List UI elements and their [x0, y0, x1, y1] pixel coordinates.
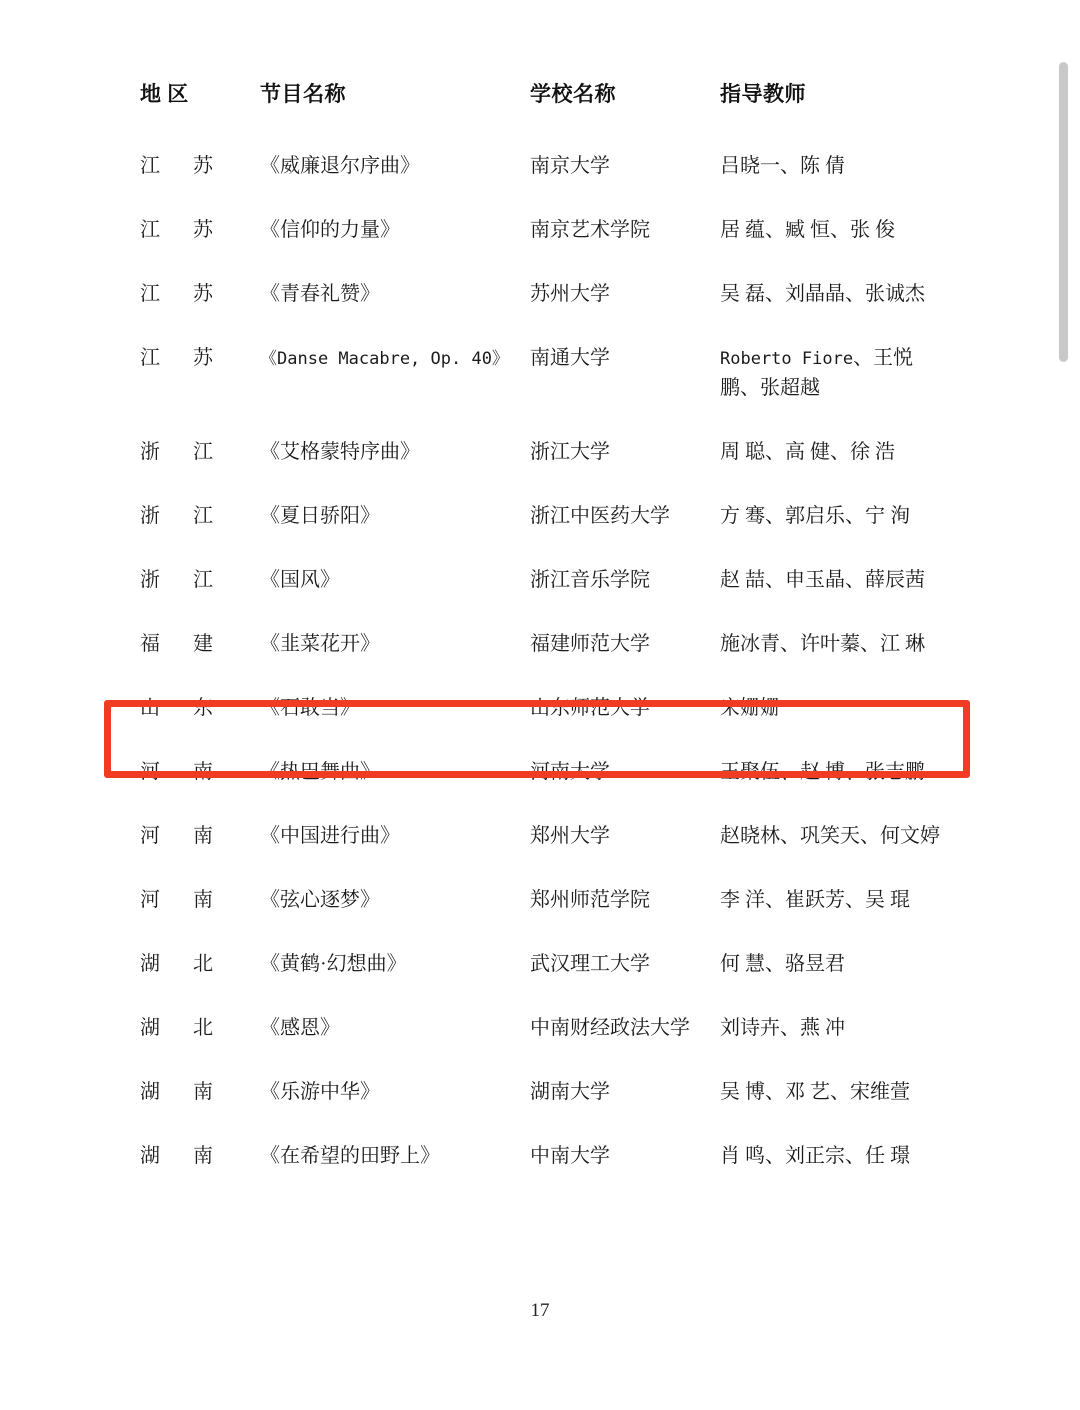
cell-region: 江 苏	[140, 347, 227, 369]
cell-program: 《在希望的田野上》	[260, 1145, 440, 1167]
cell-school: 浙江大学	[530, 441, 610, 463]
cell-region: 江 苏	[140, 283, 227, 305]
cell-school: 浙江音乐学院	[530, 569, 650, 591]
cell-program: 《韭菜花开》	[260, 633, 380, 655]
cell-program: 《威廉退尔序曲》	[260, 155, 420, 177]
column-header-school: 学校名称	[530, 82, 616, 106]
cell-teacher: 宋姗姗	[720, 697, 780, 719]
cell-region: 江 苏	[140, 155, 227, 177]
table-row	[140, 996, 950, 1060]
cell-teacher: 赵晓林、巩笑天、何文婷	[720, 825, 940, 847]
table-row	[140, 1124, 950, 1188]
table-row	[140, 868, 950, 932]
cell-school: 武汉理工大学	[530, 953, 650, 975]
cell-teacher: 吴 博、邓 艺、宋维萱	[720, 1081, 910, 1103]
cell-school: 浙江中医药大学	[530, 505, 670, 527]
cell-program: 《信仰的力量》	[260, 219, 400, 241]
cell-school: 福建师范大学	[530, 633, 650, 655]
cell-teacher: 赵 喆、申玉晶、薛辰茜	[720, 569, 925, 591]
cell-teacher: 刘诗卉、燕 冲	[720, 1017, 845, 1039]
table-row	[140, 326, 950, 420]
cell-program: 《感恩》	[260, 1017, 340, 1039]
table-row	[140, 262, 950, 326]
cell-program: 《Danse Macabre, Op. 40》	[260, 349, 509, 369]
table-body	[140, 134, 950, 1188]
cell-region: 山 东	[140, 697, 227, 719]
cell-region: 湖 北	[140, 953, 227, 975]
cell-region: 江 苏	[140, 219, 227, 241]
cell-teacher: 肖 鸣、刘正宗、任 璟	[720, 1145, 910, 1167]
table-row	[140, 548, 950, 612]
column-header-region: 地 区	[140, 82, 189, 106]
cell-teacher: 周 聪、高 健、徐 浩	[720, 441, 895, 463]
table-row	[140, 932, 950, 996]
cell-school: 中南财经政法大学	[530, 1017, 690, 1039]
cell-program: 《夏日骄阳》	[260, 505, 380, 527]
cell-school: 中南大学	[530, 1145, 610, 1167]
table-row	[140, 804, 950, 868]
cell-program: 《弦心逐梦》	[260, 889, 380, 911]
cell-program: 《青春礼赞》	[260, 283, 380, 305]
cell-teacher: 吴 磊、刘晶晶、张诚杰	[720, 283, 925, 305]
scrollbar-track[interactable]	[1065, 0, 1074, 1410]
table-row	[140, 676, 950, 740]
table-row	[140, 134, 950, 198]
award-listing-table	[140, 78, 950, 1188]
cell-program: 《黄鹤·幻想曲》	[260, 953, 407, 975]
table-row	[140, 420, 950, 484]
cell-school: 苏州大学	[530, 283, 610, 305]
cell-program: 《国风》	[260, 569, 340, 591]
cell-teacher: 吕晓一、陈 倩	[720, 155, 845, 177]
cell-region: 河 南	[140, 761, 227, 783]
cell-region: 湖 南	[140, 1081, 227, 1103]
cell-region: 河 南	[140, 889, 227, 911]
cell-school: 河南大学	[530, 761, 610, 783]
cell-region: 浙 江	[140, 569, 227, 591]
page-number: 17	[530, 1300, 550, 1321]
table-row	[140, 484, 950, 548]
table-row	[140, 740, 950, 804]
cell-program: 《艾格蒙特序曲》	[260, 441, 420, 463]
cell-program: 《乐游中华》	[260, 1081, 380, 1103]
column-header-program: 节目名称	[260, 82, 346, 106]
cell-program: 《石敢当》	[260, 697, 360, 719]
table-header-row	[140, 78, 950, 134]
cell-region: 湖 南	[140, 1145, 227, 1167]
cell-school: 郑州大学	[530, 825, 610, 847]
table-row	[140, 198, 950, 262]
table-row	[140, 1060, 950, 1124]
cell-region: 湖 北	[140, 1017, 227, 1039]
cell-school: 山东师范大学	[530, 697, 650, 719]
cell-region: 河 南	[140, 825, 227, 847]
cell-region: 浙 江	[140, 505, 227, 527]
cell-school: 湖南大学	[530, 1081, 610, 1103]
cell-teacher: 李 洋、崔跃芳、吴 琨	[720, 889, 910, 911]
table-header	[140, 78, 950, 134]
cell-school: 南京大学	[530, 155, 610, 177]
cell-teacher: 王聚伍、赵 博、张志鹏	[720, 761, 925, 783]
cell-teacher: 方 骞、郭启乐、宁 洵	[720, 505, 910, 527]
cell-program: 《热巴舞曲》	[260, 761, 380, 783]
table-row	[140, 612, 950, 676]
scrollbar-thumb[interactable]	[1059, 62, 1068, 362]
cell-teacher: 何 慧、骆昱君	[720, 953, 845, 975]
cell-teacher: 居 蕴、臧 恒、张 俊	[720, 219, 895, 241]
cell-school: 南京艺术学院	[530, 219, 650, 241]
cell-teacher: 施冰青、许叶蓁、江 琳	[720, 633, 925, 655]
cell-program: 《中国进行曲》	[260, 825, 400, 847]
cell-region: 浙 江	[140, 441, 227, 463]
cell-teacher: Roberto Fiore、王悦鹏、张超越	[720, 347, 914, 399]
cell-school: 南通大学	[530, 347, 610, 369]
cell-school: 郑州师范学院	[530, 889, 650, 911]
listing-table-container	[140, 78, 950, 1188]
cell-region: 福 建	[140, 633, 227, 655]
column-header-teacher: 指导教师	[720, 82, 806, 106]
